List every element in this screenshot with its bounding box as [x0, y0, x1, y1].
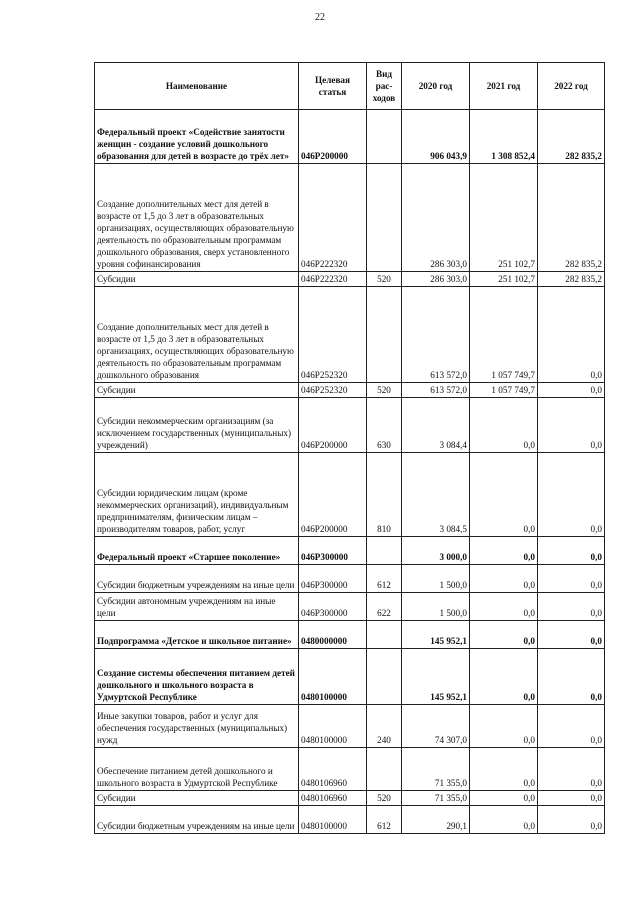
- row-value-2020: 145 952,1: [402, 649, 470, 705]
- row-value-2022: 0,0: [538, 705, 605, 748]
- row-target-code: 046P300000: [299, 565, 367, 593]
- header-name: Наименование: [95, 63, 299, 110]
- table-row: [95, 621, 605, 649]
- row-value-2020: 3 084,4: [402, 398, 470, 453]
- row-value-2020: 71 355,0: [402, 791, 470, 806]
- row-name: Создание дополнительных мест для детей в возрасте от 1,5 до 3 лет в образовательных организациях, осуществляющих образовательную деятельность по образовательным программам дошкольного образования, сверх установленного уровня софинансирования: [95, 164, 299, 272]
- row-value-2022: 0,0: [538, 791, 605, 806]
- header-vid: Вид рас-ходов: [367, 63, 402, 110]
- row-name: Подпрограмма «Детское и школьное питание»: [95, 621, 299, 649]
- row-value-2022: 0,0: [538, 649, 605, 705]
- row-value-2020: 1 500,0: [402, 593, 470, 621]
- row-name: Субсидии бюджетным учреждениям на иные цели: [95, 565, 299, 593]
- row-name: Создание дополнительных мест для детей в возрасте от 1,5 до 3 лет в образовательных организациях, осуществляющих образовательную деятельность по образовательным программам дошкольного образования: [95, 287, 299, 383]
- row-expense-type: 612: [367, 806, 402, 834]
- row-value-2022: 0,0: [538, 537, 605, 565]
- header-code: Целевая статья: [299, 63, 367, 110]
- table-row: [95, 705, 605, 748]
- row-value-2022: 0,0: [538, 565, 605, 593]
- row-expense-type: [367, 287, 402, 383]
- row-value-2021: 0,0: [470, 649, 538, 705]
- row-expense-type: [367, 164, 402, 272]
- row-expense-type: [367, 621, 402, 649]
- table-row: [95, 398, 605, 453]
- row-name: Субсидии бюджетным учреждениям на иные цели: [95, 806, 299, 834]
- row-expense-type: 622: [367, 593, 402, 621]
- row-target-code: 046P252320: [299, 383, 367, 398]
- table-row: [95, 748, 605, 791]
- row-target-code: 0480106960: [299, 748, 367, 791]
- row-value-2020: 286 303,0: [402, 164, 470, 272]
- row-value-2022: 0,0: [538, 453, 605, 537]
- header-2020: 2020 год: [402, 63, 470, 110]
- row-target-code: 0480100000: [299, 649, 367, 705]
- row-expense-type: 630: [367, 398, 402, 453]
- row-value-2022: 0,0: [538, 748, 605, 791]
- row-value-2020: 613 572,0: [402, 383, 470, 398]
- table-row: [95, 110, 605, 164]
- row-value-2020: 613 572,0: [402, 287, 470, 383]
- table-row: [95, 453, 605, 537]
- table-row: [95, 565, 605, 593]
- row-target-code: 046P222320: [299, 272, 367, 287]
- table-row: [95, 537, 605, 565]
- row-value-2021: 251 102,7: [470, 272, 538, 287]
- row-expense-type: 520: [367, 272, 402, 287]
- row-value-2021: 0,0: [470, 748, 538, 791]
- row-value-2020: 1 500,0: [402, 565, 470, 593]
- row-expense-type: [367, 110, 402, 164]
- table-row: [95, 791, 605, 806]
- row-name: Субсидии некоммерческим организациям (за исключением государственных (муниципальных) учреждений): [95, 398, 299, 453]
- row-name: Федеральный проект «Старшее поколение»: [95, 537, 299, 565]
- row-value-2020: 286 303,0: [402, 272, 470, 287]
- row-value-2020: 74 307,0: [402, 705, 470, 748]
- row-target-code: 0480106960: [299, 791, 367, 806]
- row-value-2021: 0,0: [470, 791, 538, 806]
- row-value-2022: 0,0: [538, 593, 605, 621]
- row-name: Субсидии: [95, 272, 299, 287]
- table-row: [95, 272, 605, 287]
- row-value-2022: 282 835,2: [538, 110, 605, 164]
- table-row: [95, 164, 605, 272]
- row-value-2020: 906 043,9: [402, 110, 470, 164]
- row-expense-type: 810: [367, 453, 402, 537]
- table-body: [95, 110, 605, 834]
- row-target-code: 046P252320: [299, 287, 367, 383]
- row-name: Обеспечение питанием детей дошкольного и школьного возраста в Удмуртской Республике: [95, 748, 299, 791]
- row-target-code: 0480000000: [299, 621, 367, 649]
- row-expense-type: 240: [367, 705, 402, 748]
- row-value-2020: 71 355,0: [402, 748, 470, 791]
- row-value-2022: 0,0: [538, 806, 605, 834]
- row-value-2022: 282 835,2: [538, 164, 605, 272]
- row-target-code: 046P222320: [299, 164, 367, 272]
- row-value-2021: 251 102,7: [470, 164, 538, 272]
- table-row: [95, 287, 605, 383]
- row-name: Субсидии: [95, 383, 299, 398]
- row-target-code: 0480100000: [299, 806, 367, 834]
- row-expense-type: 612: [367, 565, 402, 593]
- row-value-2021: 0,0: [470, 537, 538, 565]
- header-2022: 2022 год: [538, 63, 605, 110]
- row-value-2021: 0,0: [470, 565, 538, 593]
- page-number: 22: [315, 12, 325, 23]
- table-header-row: [95, 63, 605, 110]
- row-value-2021: 1 308 852,4: [470, 110, 538, 164]
- row-name: Субсидии юридическим лицам (кроме некоммерческих организаций), индивидуальным предпринимателям, физическим лицам – производителям товаров, работ, услуг: [95, 453, 299, 537]
- row-expense-type: [367, 649, 402, 705]
- row-target-code: 046P200000: [299, 110, 367, 164]
- row-value-2021: 0,0: [470, 453, 538, 537]
- row-value-2022: 0,0: [538, 383, 605, 398]
- row-expense-type: [367, 748, 402, 791]
- budget-table: [94, 62, 605, 834]
- row-value-2020: 290,1: [402, 806, 470, 834]
- row-value-2021: 1 057 749,7: [470, 287, 538, 383]
- row-value-2022: 282 835,2: [538, 272, 605, 287]
- table-row: [95, 649, 605, 705]
- row-expense-type: 520: [367, 791, 402, 806]
- row-value-2021: 0,0: [470, 705, 538, 748]
- row-name: Субсидии: [95, 791, 299, 806]
- row-name: Субсидии автономным учреждениям на иные цели: [95, 593, 299, 621]
- row-name: Иные закупки товаров, работ и услуг для обеспечения государственных (муниципальных) нужд: [95, 705, 299, 748]
- row-name: Создание системы обеспечения питанием детей дошкольного и школьного возраста в Удмуртской Республике: [95, 649, 299, 705]
- row-value-2021: 0,0: [470, 806, 538, 834]
- row-value-2021: 1 057 749,7: [470, 383, 538, 398]
- row-target-code: 0480100000: [299, 705, 367, 748]
- row-value-2020: 3 000,0: [402, 537, 470, 565]
- row-value-2020: 145 952,1: [402, 621, 470, 649]
- row-value-2021: 0,0: [470, 593, 538, 621]
- table-row: [95, 593, 605, 621]
- row-value-2022: 0,0: [538, 398, 605, 453]
- row-value-2022: 0,0: [538, 621, 605, 649]
- row-target-code: 046P300000: [299, 537, 367, 565]
- row-expense-type: [367, 537, 402, 565]
- table-row: [95, 383, 605, 398]
- row-name: Федеральный проект «Содействие занятости женщин - создание условий дошкольного образования для детей в возрасте до трёх лет»: [95, 110, 299, 164]
- row-value-2021: 0,0: [470, 621, 538, 649]
- row-value-2022: 0,0: [538, 287, 605, 383]
- row-value-2021: 0,0: [470, 398, 538, 453]
- table-row: [95, 806, 605, 834]
- row-expense-type: 520: [367, 383, 402, 398]
- row-target-code: 046P200000: [299, 398, 367, 453]
- row-target-code: 046P300000: [299, 593, 367, 621]
- header-2021: 2021 год: [470, 63, 538, 110]
- row-value-2020: 3 084,5: [402, 453, 470, 537]
- row-target-code: 046P200000: [299, 453, 367, 537]
